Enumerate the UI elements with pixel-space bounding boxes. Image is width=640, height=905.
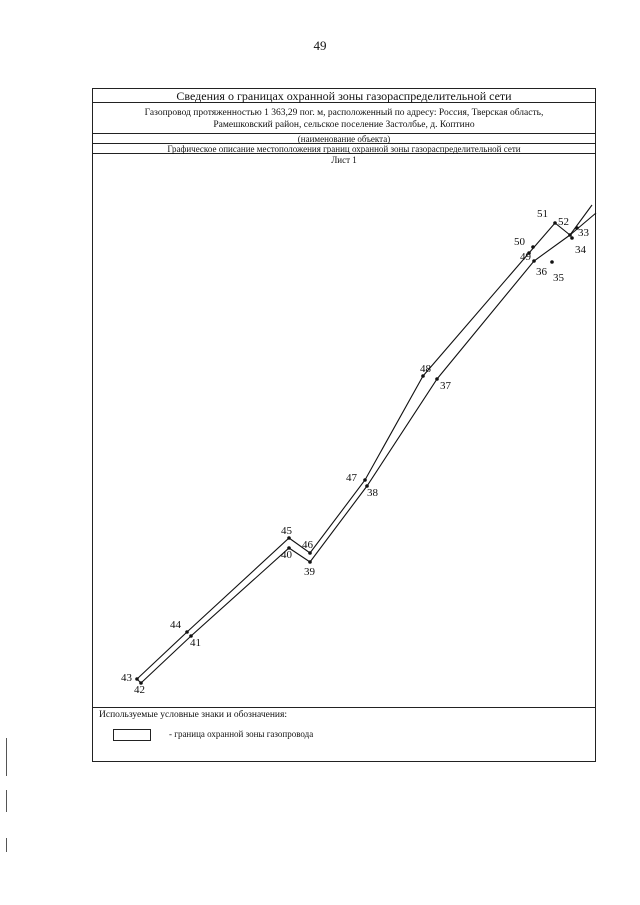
point-label: 39 <box>304 566 315 578</box>
object-line-1: Газопровод протяженностью 1 363,29 пог. м, расположенный по адресу: Россия, Тверская область, <box>144 108 544 118</box>
object-line-2: Рамешковский район, сельское поселение Застолбье, д. Коптино <box>213 120 475 130</box>
point-labels <box>121 208 590 696</box>
boundary-upper <box>137 205 592 679</box>
graphic-description: Графическое описание местоположения границ охранной зоны газораспределительной сети <box>93 144 595 154</box>
point-marker <box>435 377 439 381</box>
point-label: 34 <box>575 244 586 256</box>
point-marker <box>531 245 535 249</box>
point-marker <box>532 259 536 263</box>
point-label: 44 <box>170 619 181 631</box>
legend-title: Используемые условные знаки и обозначения: <box>99 710 288 720</box>
point-label: 47 <box>346 472 357 484</box>
point-marker <box>185 630 189 634</box>
point-label: 50 <box>514 236 525 248</box>
point-marker <box>363 478 367 482</box>
point-label: 33 <box>578 227 589 239</box>
zone-boundary <box>137 205 596 683</box>
point-label: 51 <box>537 208 548 220</box>
point-marker <box>135 677 139 681</box>
object-caption: (наименование объекта) <box>93 134 595 144</box>
point-marker <box>568 233 572 237</box>
point-marker <box>570 236 574 240</box>
point-label: 45 <box>281 525 292 537</box>
scan-artifact <box>6 838 7 852</box>
point-label: 37 <box>440 380 451 392</box>
legend-item-text: - граница охранной зоны газопровода <box>169 729 314 739</box>
point-marker <box>308 560 312 564</box>
page-number: 49 <box>313 38 327 53</box>
point-label: 38 <box>367 487 378 499</box>
point-marker <box>308 551 312 555</box>
point-label: 43 <box>121 672 132 684</box>
point-marker <box>553 221 557 225</box>
point-label: 49 <box>520 251 531 263</box>
point-label: 48 <box>420 363 431 375</box>
point-label: 46 <box>302 539 313 551</box>
point-label: 36 <box>536 266 547 278</box>
point-label: 52 <box>558 216 569 228</box>
point-markers <box>135 221 579 685</box>
point-label: 40 <box>281 549 292 561</box>
point-label: 42 <box>134 684 145 696</box>
document-title: Сведения о границах охранной зоны газораспределительной сети <box>93 89 595 103</box>
sheet-label: Лист 1 <box>331 155 357 165</box>
point-marker <box>550 260 554 264</box>
point-label: 41 <box>190 637 201 649</box>
scan-artifact <box>6 738 7 776</box>
scan-artifact <box>6 790 7 812</box>
point-label: 35 <box>553 272 564 284</box>
